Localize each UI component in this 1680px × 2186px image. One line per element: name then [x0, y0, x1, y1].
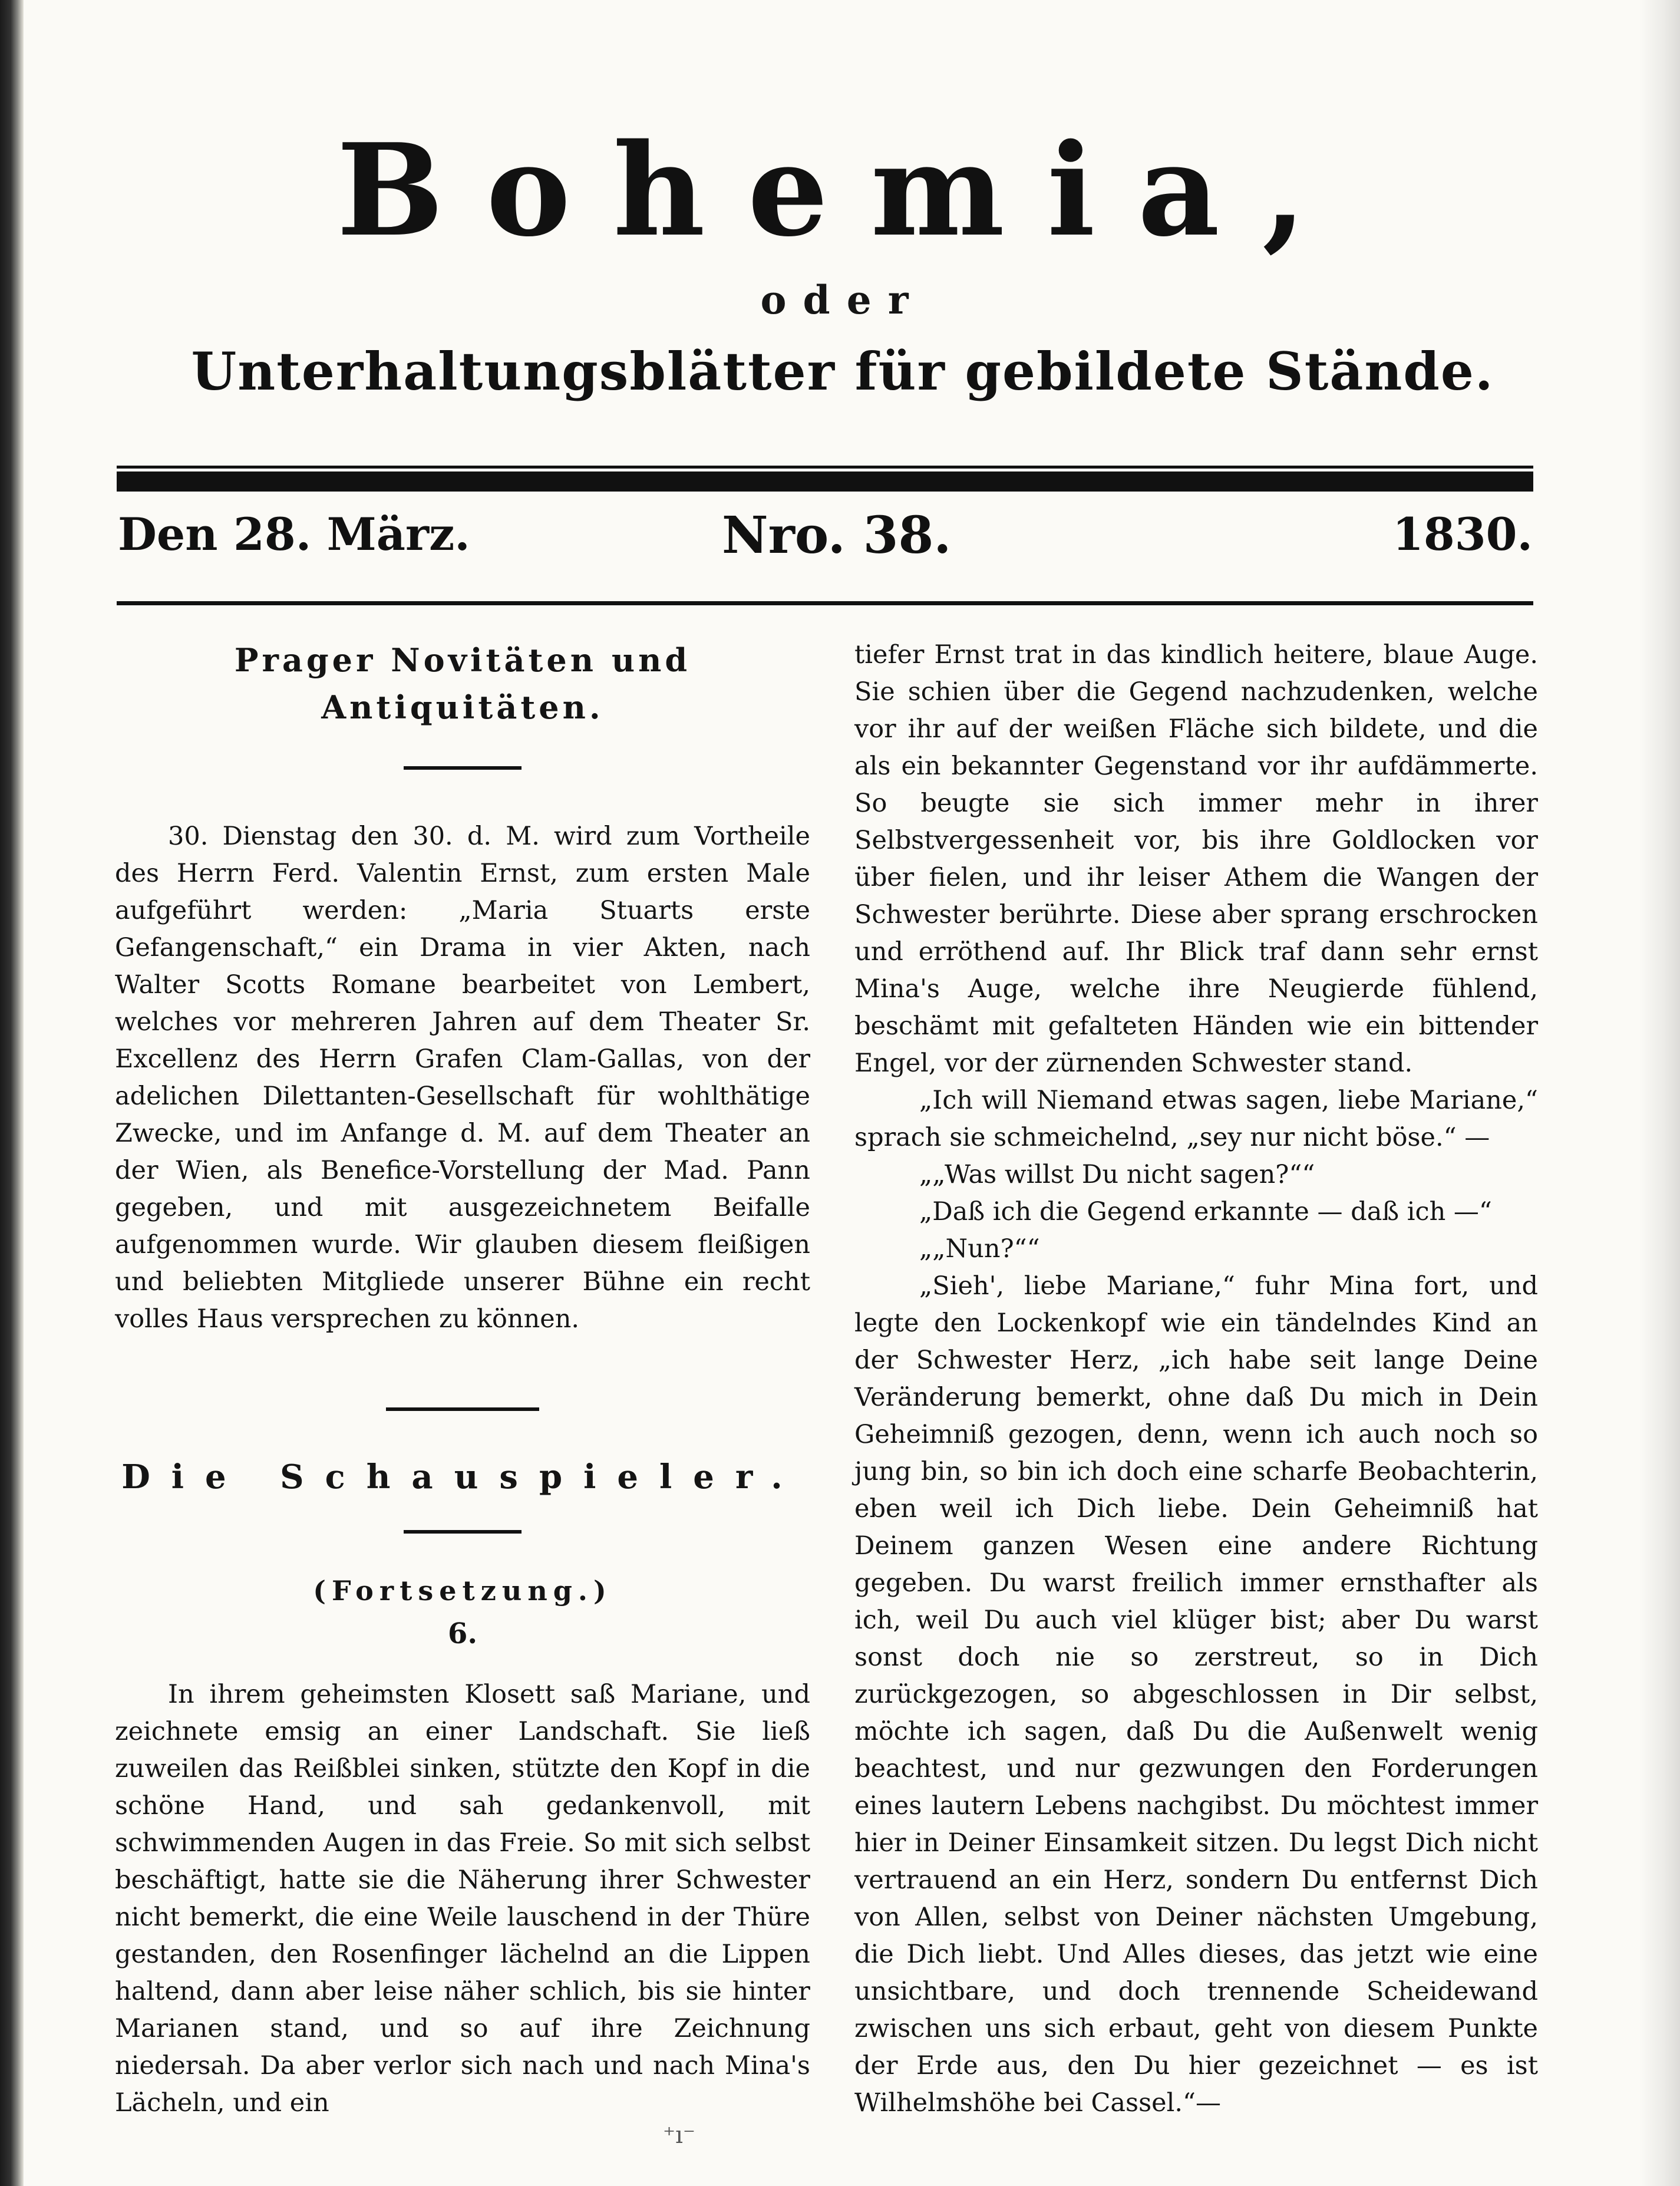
story-paragraph: „Ich will Niemand etwas sagen, liebe Mariane,“ sprach sie schmeichelnd, „sey nur nicht böse.“ —: [854, 1086, 1538, 1152]
issue-year: 1830.: [1392, 508, 1533, 560]
section-title-prager-novitaeten: Prager Novitäten und Antiquitäten.: [234, 641, 691, 726]
section-title-schauspieler: Die Schauspieler.: [121, 1458, 804, 1496]
story-paragraph: In ihrem geheimsten Klosett saß Mariane, und zeichnete emsig an einer Landschaft. Sie ließ zuweilen das Reißblei sinken, stützte den Kopf in die schöne Hand, und sah gedankenvoll, mit schwimmenden Augen in das Freie. So mit sich selbst beschäftigt, hatte sie die Näherung ihrer Schwester nicht bemerkt, die eine Weile lauschend in der Thüre gestanden, den Rosenfinger lächelnd an die Lippen haltend, dann aber leise näher schlich, bis sie hinter Marianen stand, und so auf ihre Zeichnung niedersah. Da aber verlor sich nach und nach Mina's Lächeln, und ein: [115, 1680, 810, 2118]
page-binding-edge: [0, 0, 24, 2186]
masthead-rule: [117, 472, 1533, 492]
issue-number: Nro. 38.: [722, 506, 952, 565]
story-paragraph: „Sieh', liebe Mariane,“ fuhr Mina fort, und legte den Lockenkopf wie ein tändelndes Kind an der Schwester Herz, „ich habe seit lange Deine Veränderung bemerkt, ohne daß Du mich in Dein Geheimniß gezogen, denn, wenn ich auch noch so jung bin, so bin ich doch eine scharfe Beobachterin, eben weil ich Dich liebe. Dein Geheimniß hat Deinem ganzen Wesen eine andere Richtung gegeben. Du warst freilich immer ernsthafter als ich, weil Du auch viel klüger bist; aber Du warst sonst doch nie so zerstreut, so in Dich zurückgezogen, so abgeschlossen in Dir selbst, möchte ich sagen, daß Du die Außenwelt wenig beachtest, und nur gezwungen den Forderungen eines lautern Lebens nachgibst. Du möchtest immer hier in Deiner Einsamkeit sitzen. Du legst Dich nicht vertrauend an ein Herz, sondern Du entfernst Dich von Allen, selbst von Deiner nächsten Umgebung, die Dich liebt. Und Alles dieses, das jetzt wie eine unsichtbare, und doch trennende Scheidewand zwischen uns sich erbaut, geht von diesem Punkte der Erde aus, den Du hier gezeichnet — es ist Wilhelmshöhe bei Cassel.“—: [854, 1271, 1538, 2118]
continuation-note: (Fortsetzung.): [313, 1575, 612, 1607]
chapter-number: 6.: [447, 1617, 478, 1650]
masthead-title: Bohemia,: [336, 116, 1349, 265]
right-column: [854, 637, 1538, 2122]
left-column: [115, 637, 810, 2122]
ink-smudge: ⁺ı⁻: [663, 2122, 696, 2149]
notice-paragraph: 30. Dienstag den 30. d. M. wird zum Vortheile des Herrn Ferd. Valentin Ernst, zum ersten Male aufgeführt werden: „Maria Stuarts erste Gefangenschaft,“ ein Drama in vier Akten, nach Walter Scotts Romane bearbeitet von Lembert, welches vor mehreren Jahren auf dem Theater Sr. Excellenz des Herrn Grafen Clam-Gallas, von der adelichen Dilettanten-Gesellschaft für wohlthätige Zwecke, und im Anfange d. M. auf dem Theater an der Wien, als Benefice-Vorstellung der Mad. Pann gegeben, und mit ausgezeichnetem Beifalle aufgenommen wurde. Wir glauben diesem fleißigen und beliebten Mitgliede unserer Bühne ein recht volles Haus versprechen zu können.: [115, 822, 810, 1334]
dateline-rule: [117, 601, 1533, 605]
page-edge-shadow: [1639, 0, 1680, 2186]
masthead-oder: oder: [760, 277, 925, 323]
issue-date: Den 28. März.: [118, 508, 470, 560]
story-paragraph: tiefer Ernst trat in das kindlich heitere, blaue Auge. Sie schien über die Gegend nachzudenken, welche vor ihr auf der weißen Fläche sich bildete, und die als ein bekannter Gegenstand vor ihr aufdämmerte. So beugte sie sich immer mehr in ihrer Selbstvergessenheit vor, bis ihre Goldlocken vor über fielen, und ihr leiser Athem die Wangen der Schwester berührte. Diese aber sprang erschrocken und erröthend auf. Ihr Blick traf dann sehr ernst Mina's Auge, welche ihre Neugierde fühlend, beschämt mit gefalteten Händen wie ein bittender Engel, vor der zürnenden Schwester stand.: [854, 640, 1538, 1078]
story-paragraph: „„Nun?““: [919, 1234, 1040, 1264]
masthead-subtitle: Unterhaltungsblätter für gebildete Stände.: [191, 341, 1494, 402]
story-paragraph: „Daß ich die Gegend erkannte — daß ich —“: [919, 1197, 1492, 1226]
story-paragraph: „„Was willst Du nicht sagen?““: [919, 1160, 1315, 1189]
